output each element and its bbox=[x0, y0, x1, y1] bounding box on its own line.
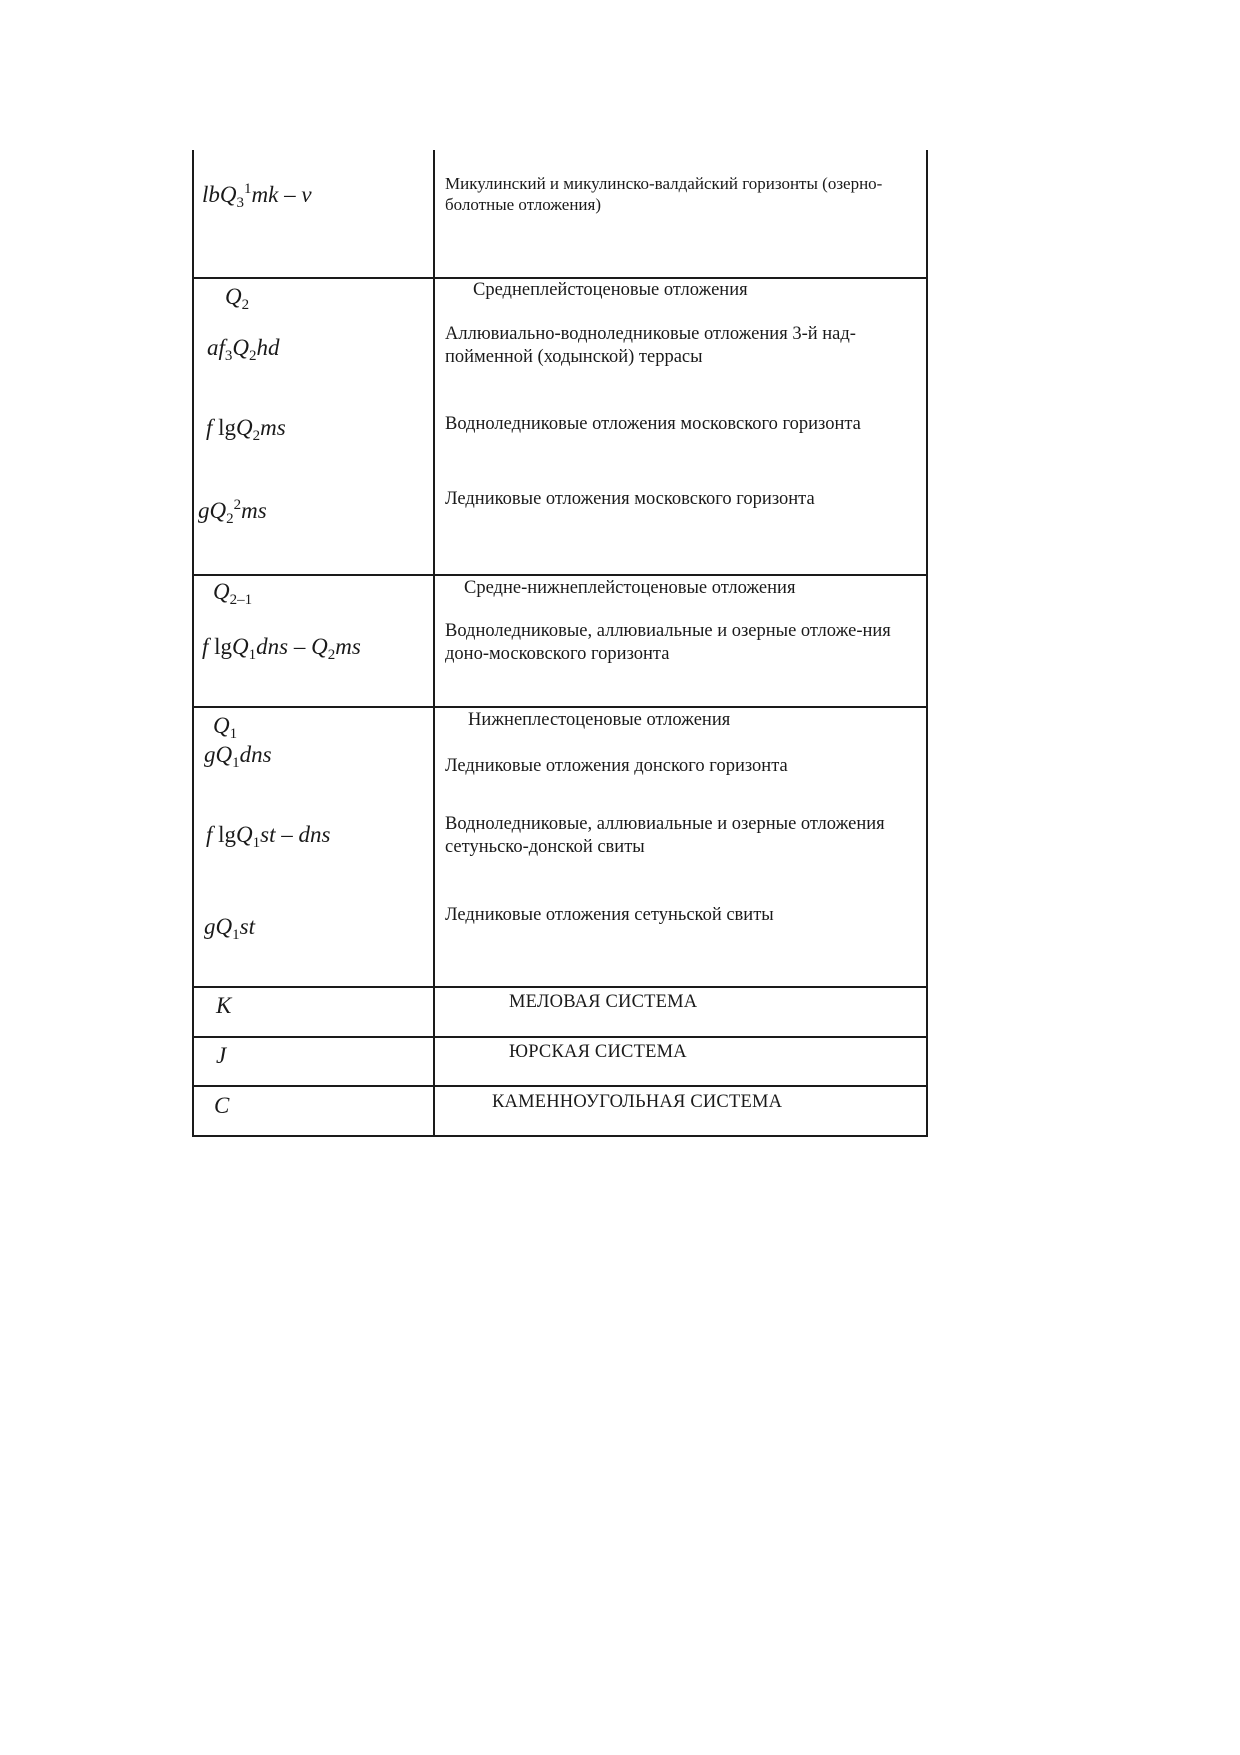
symbol-gq2-2ms: $gQ_2^2ms$ bbox=[198, 497, 267, 527]
row-divider bbox=[192, 277, 928, 279]
symbol-flgq1dns-q2ms: f $\lg Q_1dns - Q_2ms$ bbox=[202, 634, 361, 663]
group-symbol-q1: $Q_1$ bbox=[213, 713, 238, 742]
system-name-jurassic: ЮРСКАЯ СИСТЕМА bbox=[509, 1042, 687, 1062]
description-glacial-don: Ледниковые отложения донского горизонта bbox=[445, 756, 788, 776]
symbol-flgq1st-dns: f lgQ$_1$st – dns bbox=[206, 822, 331, 851]
symbol-lbq3-mk-v: lbQ$_3^1$mk – v bbox=[202, 181, 312, 211]
group-symbol-q2-1: $Q_{2-1}$ bbox=[213, 579, 253, 608]
row-divider bbox=[192, 574, 928, 576]
description-dono-moscow: Водноледниковые, аллювиальные и озерные отложе-ния доно-московского горизонта bbox=[445, 621, 891, 664]
table-border-right bbox=[926, 150, 928, 1137]
table-column-divider bbox=[433, 150, 435, 1137]
symbol-gq1dns: $gQ_1dns$ bbox=[204, 742, 272, 771]
system-symbol-k: K bbox=[216, 993, 232, 1018]
system-name-cretaceous: МЕЛОВАЯ СИСТЕМА bbox=[509, 992, 698, 1012]
legend-table bbox=[192, 150, 928, 1137]
system-name-carboniferous: КАМЕННОУГОЛЬНАЯ СИСТЕМА bbox=[492, 1092, 783, 1112]
system-symbol-c: C bbox=[214, 1093, 230, 1118]
description-mikulinsky: Микулинский и микулинско-валдайский горизонты (озерно-болотные отложения) bbox=[445, 174, 883, 214]
row-divider bbox=[192, 986, 928, 988]
description-glacial-setun: Ледниковые отложения сетуньской свиты bbox=[445, 905, 774, 925]
row-divider bbox=[192, 1036, 928, 1038]
group-symbol-q2: $Q_2$ bbox=[225, 284, 250, 313]
group-header-q2: Среднеплейстоценовые отложения bbox=[473, 280, 748, 300]
group-header-q2-1: Средне-нижнеплейстоценовые отложения bbox=[464, 578, 796, 598]
row-divider bbox=[192, 706, 928, 708]
description-alluvial-terrace: Аллювиально-водноледниковые отложения 3-й над-пойменной (ходынской) террасы bbox=[445, 324, 856, 367]
table-border-left bbox=[192, 150, 194, 1137]
description-water-glacial-moscow: Водноледниковые отложения московского горизонта bbox=[445, 414, 861, 434]
system-symbol-j: J bbox=[216, 1043, 227, 1068]
description-setun-don: Водноледниковые, аллювиальные и озерные отложения сетуньско-донской свиты bbox=[445, 814, 885, 857]
description-glacial-moscow: Ледниковые отложения московского горизонта bbox=[445, 489, 815, 509]
symbol-gq1st: $gQ_1st$ bbox=[204, 914, 255, 943]
symbol-flgq2ms: f lgQ$_2$ms bbox=[206, 415, 286, 444]
table-border-bottom bbox=[192, 1135, 928, 1137]
symbol-af3q2hd: $af_3Q_2hd$ bbox=[207, 335, 280, 364]
group-header-q1: Нижнеплестоценовые отложения bbox=[468, 710, 731, 730]
row-divider bbox=[192, 1085, 928, 1087]
